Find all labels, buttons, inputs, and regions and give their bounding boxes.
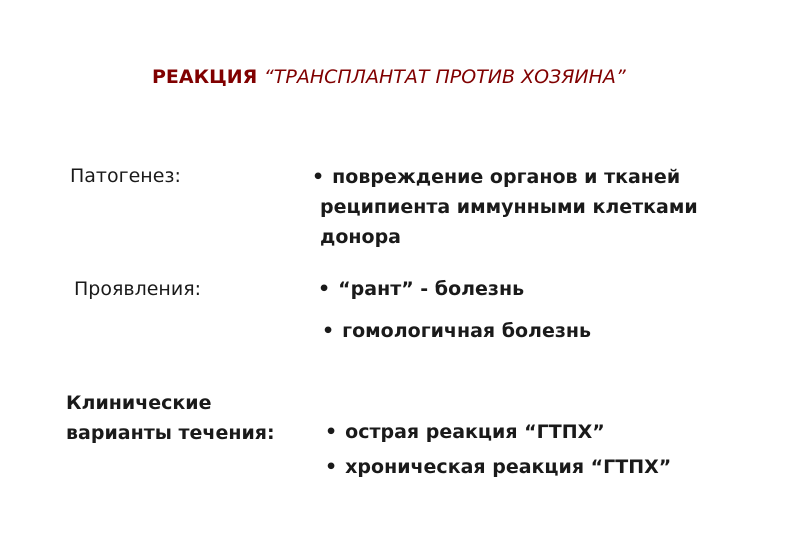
manifestation-item-2	[322, 320, 591, 342]
clinical-item-2	[325, 456, 671, 478]
pathogenesis-line-2: реципиента иммунными клетками	[320, 196, 698, 218]
slide-title	[152, 66, 626, 88]
manifestations-label: Проявления:	[74, 278, 202, 300]
bullet-icon: •	[325, 421, 338, 443]
manifestation-text-1: “рант” - болезнь	[338, 278, 525, 300]
clinical-text-2: хроническая реакция “ГТПХ”	[345, 456, 672, 478]
bullet-icon: •	[312, 166, 325, 188]
pathogenesis-label: Патогенез:	[70, 165, 181, 187]
clinical-label-line-2: варианты течения:	[66, 422, 275, 444]
clinical-item-1	[325, 421, 605, 443]
clinical-label-line-1: Клинические	[66, 392, 212, 414]
clinical-text-1: острая реакция “ГТПХ”	[345, 421, 605, 443]
bullet-icon: •	[322, 320, 335, 342]
clinical-label	[66, 388, 275, 448]
title-italic: “ТРАНСПЛАНТАТ ПРОТИВ ХОЗЯИНА”	[263, 66, 626, 88]
bullet-icon: •	[325, 456, 338, 478]
pathogenesis-line-1: повреждение органов и тканей	[332, 166, 681, 188]
pathogenesis-text	[312, 162, 698, 252]
manifestation-item-1	[318, 278, 524, 300]
pathogenesis-line-3: донора	[320, 226, 402, 248]
bullet-icon: •	[318, 278, 331, 300]
manifestation-text-2: гомологичная болезнь	[342, 320, 592, 342]
title-prefix: РЕАКЦИЯ	[152, 66, 264, 88]
